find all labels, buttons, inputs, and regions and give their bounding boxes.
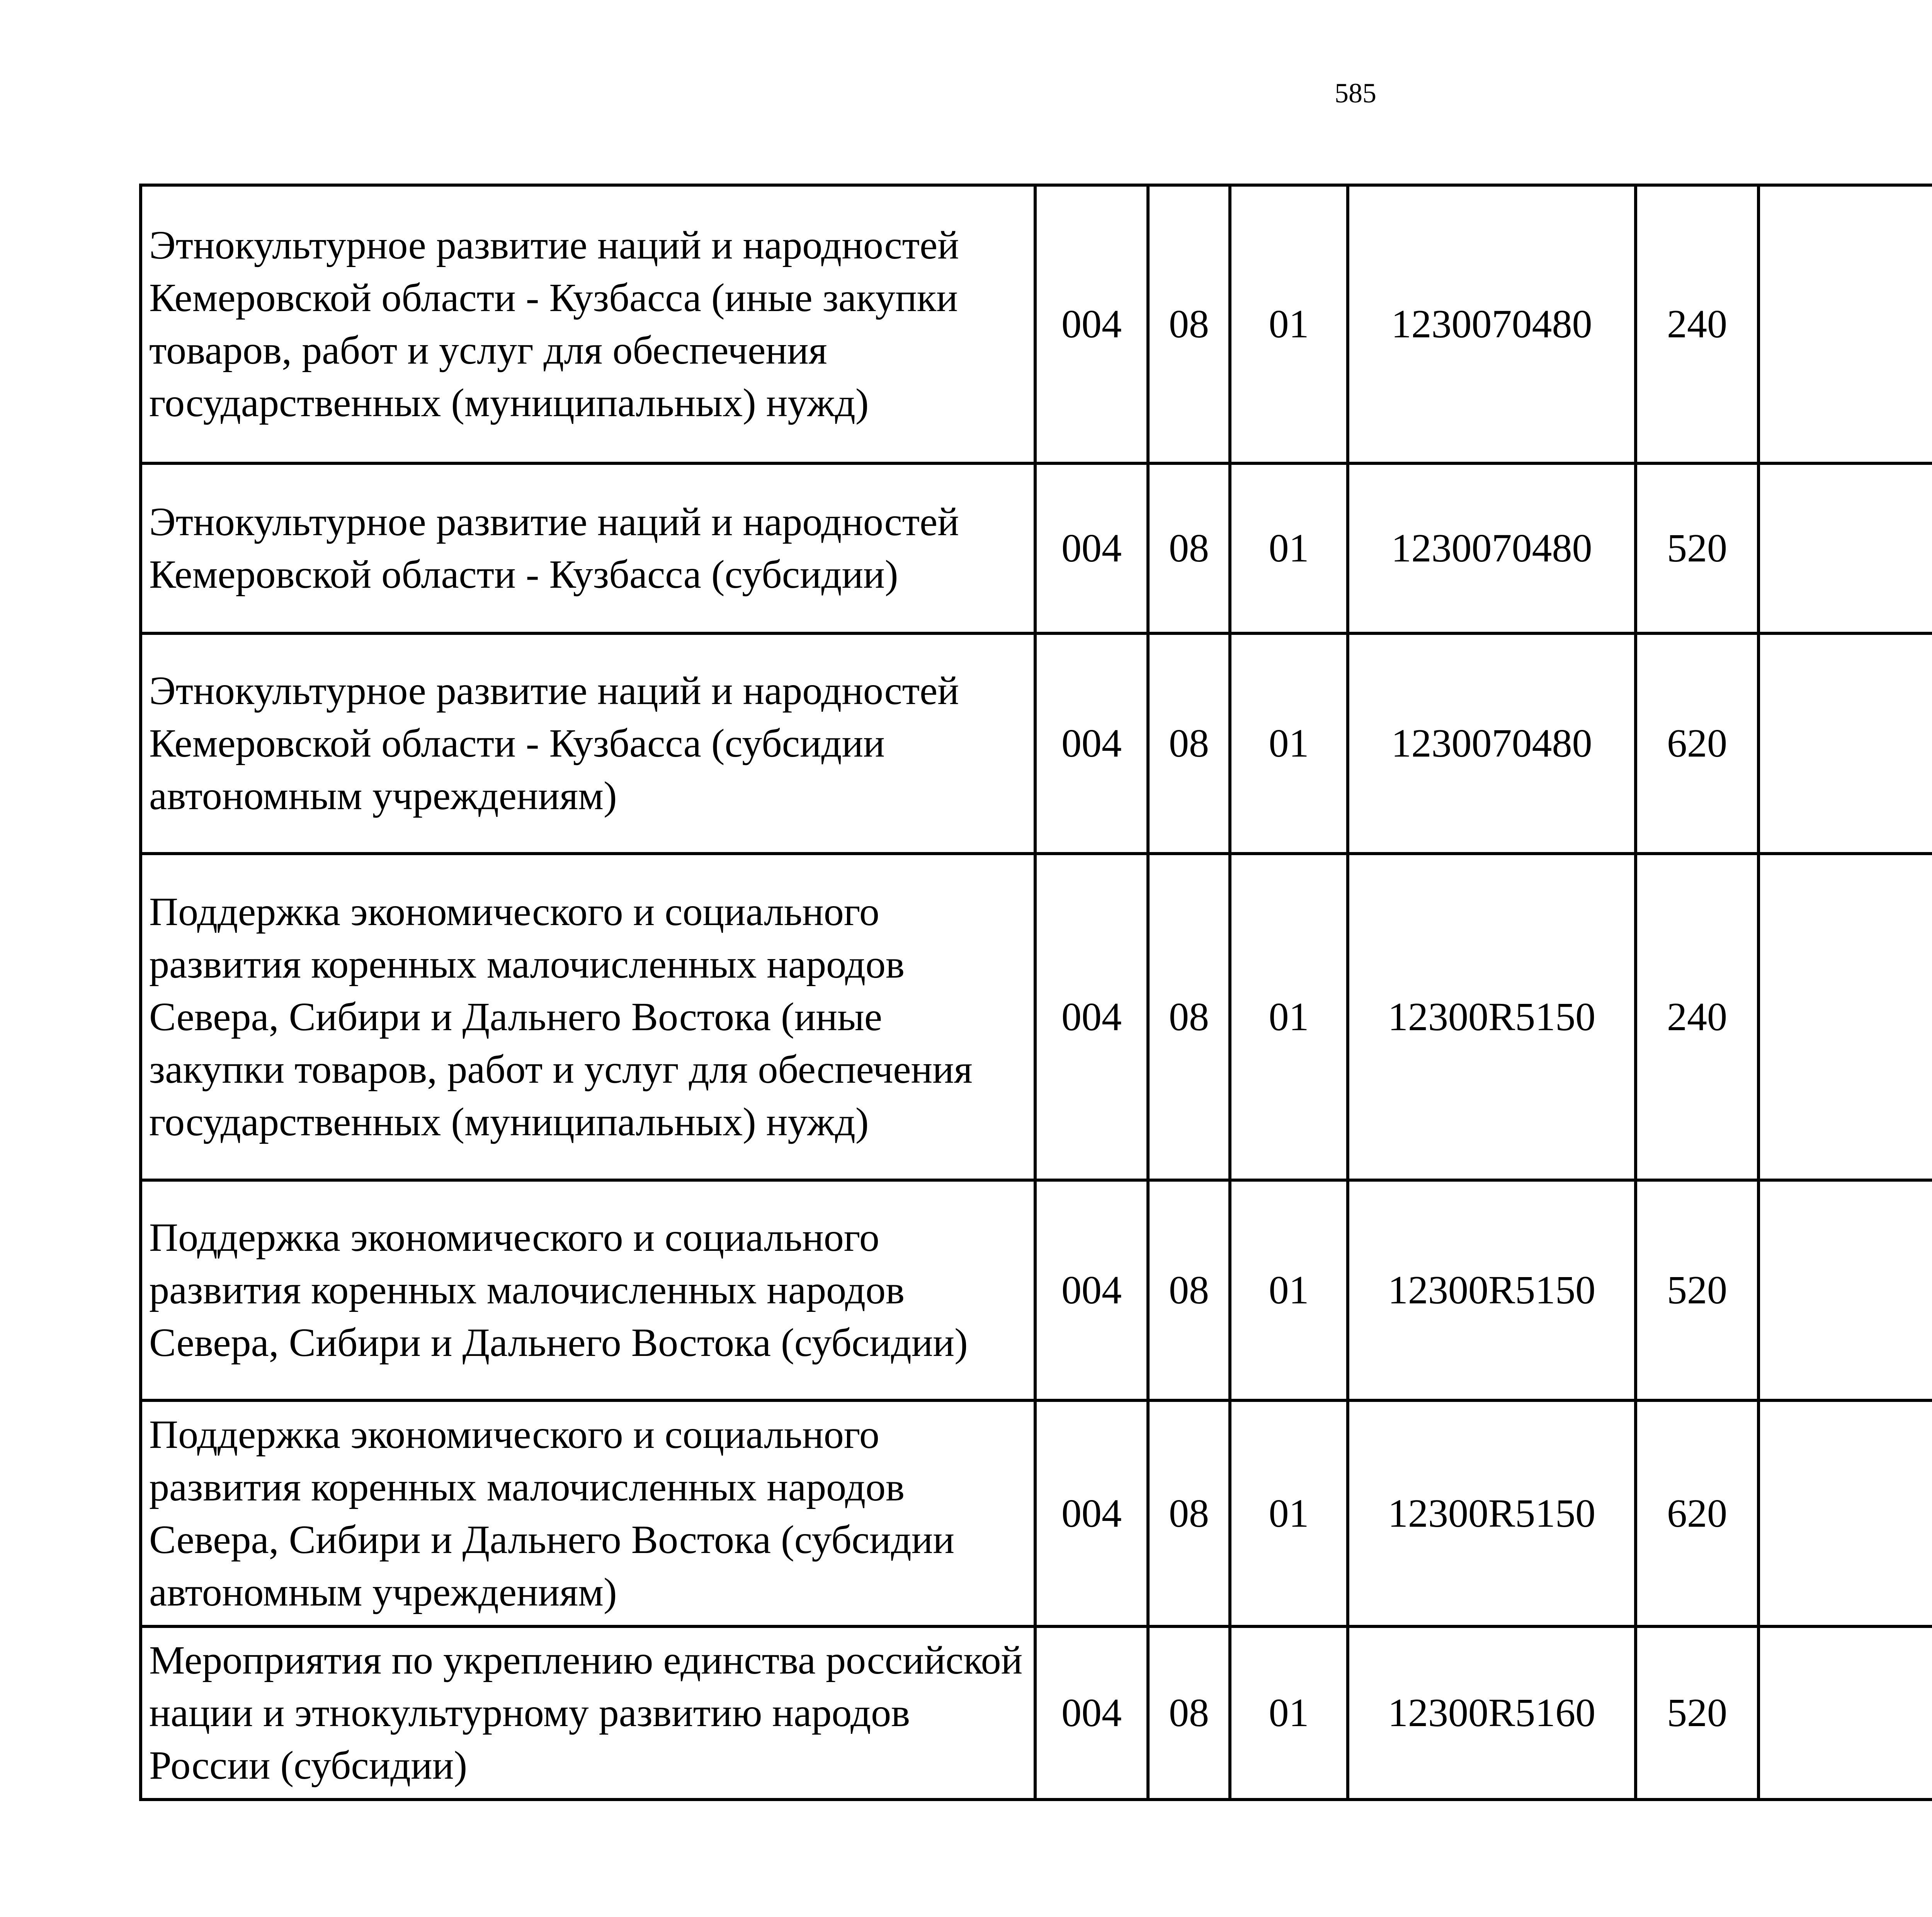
section-code: 08 <box>1148 1400 1230 1626</box>
table-row <box>141 1626 1932 1800</box>
ministry-code: 004 <box>1035 1180 1148 1400</box>
amount-year-1 <box>1759 1180 1932 1400</box>
ministry-code: 004 <box>1035 633 1148 854</box>
amount-year-1 <box>1759 1626 1932 1800</box>
subsection-code: 01 <box>1230 633 1348 854</box>
row-description: Этнокультурное развитие наций и народностей Кемеровской области - Кузбасса (субсидии автономным учреждениям) <box>141 633 1035 854</box>
table-row <box>141 633 1932 854</box>
row-description: Поддержка экономического и социального развития коренных малочисленных народов Севера, Сибири и Дальнего Востока (субсидии автономным учреждениям) <box>141 1400 1035 1626</box>
page-number: 585 <box>1335 78 1376 109</box>
table-row <box>141 185 1932 463</box>
expense-type-code: 520 <box>1636 463 1759 633</box>
expense-type-code: 520 <box>1636 1626 1759 1800</box>
row-description: Мероприятия по укреплению единства российской нации и этнокультурному развитию народов России (субсидии) <box>141 1626 1035 1800</box>
subsection-code: 01 <box>1230 463 1348 633</box>
section-code: 08 <box>1148 633 1230 854</box>
target-article-code: 12300R5150 <box>1348 854 1636 1180</box>
target-article-code: 12300R5150 <box>1348 1180 1636 1400</box>
target-article-code: 1230070480 <box>1348 185 1636 463</box>
row-description: Поддержка экономического и социального развития коренных малочисленных народов Севера, Сибири и Дальнего Востока (субсидии) <box>141 1180 1035 1400</box>
subsection-code: 01 <box>1230 1180 1348 1400</box>
ministry-code: 004 <box>1035 1400 1148 1626</box>
target-article-code: 12300R5150 <box>1348 1400 1636 1626</box>
amount-year-1 <box>1759 185 1932 463</box>
subsection-code: 01 <box>1230 185 1348 463</box>
row-description: Поддержка экономического и социального развития коренных малочисленных народов Севера, Сибири и Дальнего Востока (иные закупки товаров, работ и услуг для обеспечения государственных (муниципальных) нужд) <box>141 854 1035 1180</box>
ministry-code: 004 <box>1035 1626 1148 1800</box>
target-article-code: 1230070480 <box>1348 633 1636 854</box>
amount-year-1 <box>1759 463 1932 633</box>
row-description: Этнокультурное развитие наций и народностей Кемеровской области - Кузбасса (иные закупки товаров, работ и услуг для обеспечения государственных (муниципальных) нужд) <box>141 185 1035 463</box>
ministry-code: 004 <box>1035 854 1148 1180</box>
table-row <box>141 854 1932 1180</box>
row-description: Этнокультурное развитие наций и народностей Кемеровской области - Кузбасса (субсидии) <box>141 463 1035 633</box>
expense-type-code: 240 <box>1636 185 1759 463</box>
section-code: 08 <box>1148 854 1230 1180</box>
amount-year-1 <box>1759 633 1932 854</box>
budget-table <box>139 184 1932 1801</box>
expense-type-code: 620 <box>1636 633 1759 854</box>
amount-year-1 <box>1759 854 1932 1180</box>
table-row <box>141 1180 1932 1400</box>
subsection-code: 01 <box>1230 1400 1348 1626</box>
table-row <box>141 463 1932 633</box>
section-code: 08 <box>1148 185 1230 463</box>
target-article-code: 12300R5160 <box>1348 1626 1636 1800</box>
target-article-code: 1230070480 <box>1348 463 1636 633</box>
amount-year-1 <box>1759 1400 1932 1626</box>
table-row <box>141 1400 1932 1626</box>
section-code: 08 <box>1148 463 1230 633</box>
expense-type-code: 620 <box>1636 1400 1759 1626</box>
subsection-code: 01 <box>1230 1626 1348 1800</box>
ministry-code: 004 <box>1035 185 1148 463</box>
section-code: 08 <box>1148 1180 1230 1400</box>
expense-type-code: 520 <box>1636 1180 1759 1400</box>
subsection-code: 01 <box>1230 854 1348 1180</box>
ministry-code: 004 <box>1035 463 1148 633</box>
section-code: 08 <box>1148 1626 1230 1800</box>
expense-type-code: 240 <box>1636 854 1759 1180</box>
